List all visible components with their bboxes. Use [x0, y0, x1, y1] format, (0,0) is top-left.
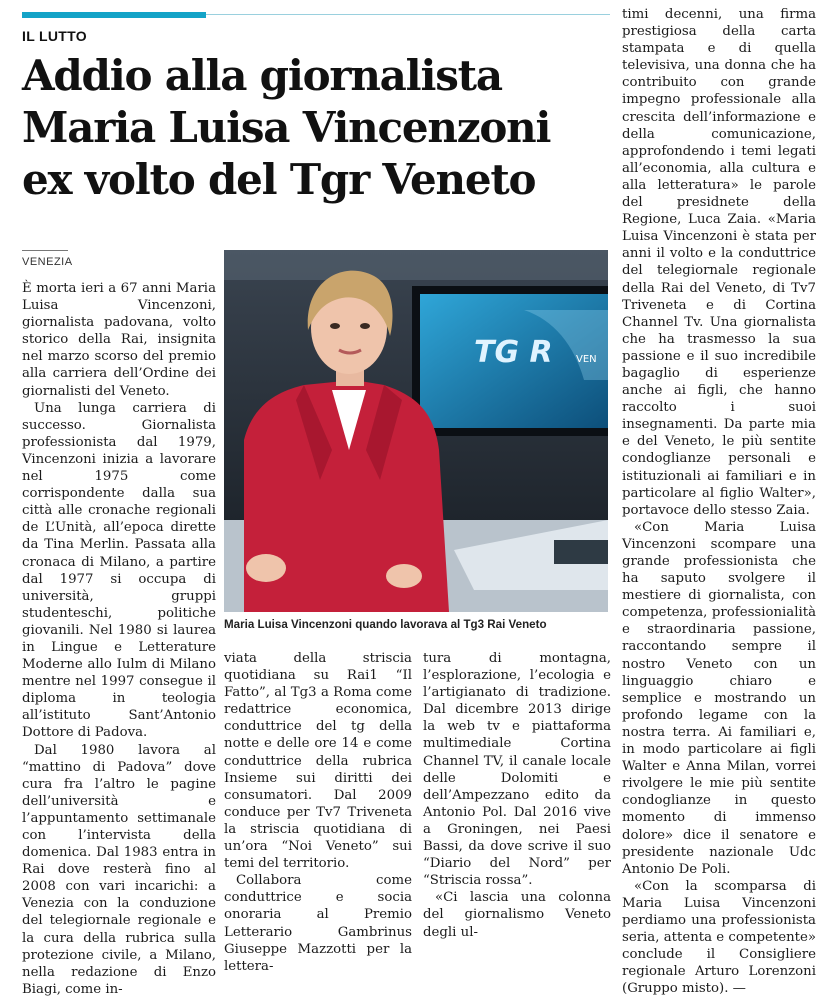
paragraph: «Con la scomparsa di Maria Luisa Vincenzoni perdiamo una professionista seria, attenta e competente» conclude il Consigliere regionale Arturo Lorenzoni (Gruppo misto). —: [622, 878, 816, 997]
screen-text: TG R: [474, 335, 553, 370]
article-photo: [224, 250, 608, 612]
paragraph: timi decenni, una firma prestigiosa della carta stampata e di quella televisiva, una donna che ha contribuito con grande impegno professionale alla crescita dell’informazione e della comunicazione, approfondendo i temi legati all’economia, alla cultura e alla letteratura» le parole del presidnete della Regione, Luca Zaia. «Maria Luisa Vincenzoni è stata per anni il volto e la conduttrice del telegiornale regionale della Rai del Veneto, di Tv7 Triveneta e di Cortina Channel Tv. Una giornalista che ha trasmesso la sua passione e il suo incredibile bagaglio di esperienze anche ai figli, che hanno raccolto i suoi insegnamenti. Da parte mia e del Veneto, le più sentite condoglianze personali e istituzionali ai familiari e in particolare al figlio Walter», portavoce dello stesso Zaia.: [622, 7, 816, 518]
paragraph: È morta ieri a 67 anni Maria Luisa Vincenzoni, giornalista padovana, volto storico della Rai, insignita nel marzo scorso del premio alla carriera dell’Ordine dei giornalisti del Veneto.: [22, 281, 216, 399]
headline-line: ex volto del Tgr Veneto: [22, 155, 536, 204]
news-anchor-image: [224, 250, 608, 612]
paragraph: «Ci lascia una colonna del giornalismo Veneto degli ul-: [423, 890, 611, 940]
section-kicker: IL LUTTO: [22, 28, 87, 44]
article-column-middle-2: [423, 650, 611, 941]
photo-caption: Maria Luisa Vincenzoni quando lavorava al Tg3 Rai Veneto: [224, 618, 547, 631]
headline-line: Maria Luisa Vincenzoni: [22, 103, 551, 152]
section-rule: [206, 14, 610, 15]
headline-line: Addio alla giornalista: [22, 51, 502, 100]
paragraph: viata della striscia quotidiana su Rai1 “Il Fatto”, al Tg3 a Roma come redattrice economica, conduttrice del tg della notte e delle ore 14 e come conduttrice della rubrica Insieme sui diritti dei consumatori. Dal 2009 conduce per Tv7 Triveneta la striscia quotidiana di un’ora “Noi Veneto” sui temi del territorio.: [224, 651, 412, 872]
article-column-right: [622, 6, 816, 997]
dateline-location: VENEZIA: [22, 256, 73, 268]
screen-text-small: VEN: [576, 354, 597, 365]
headline: [22, 50, 612, 206]
paragraph: Dal 1980 lavora al “mattino di Padova” dove cura fra l’altro le pagine dell’università e l’appuntamento settimanale con l’intervista della domenica. Dal 1983 entra in Rai dove resterà fino al 2008 con vari incarichi: a Venezia con la conduzione del telegiornale regionale e la cura della rubrica sulla protezione civile, a Milano, nella redazione di Enzo Biagi, come in-: [22, 742, 216, 997]
article-column-left: [22, 280, 216, 998]
paragraph: Una lunga carriera di successo. Giornalista professionista dal 1979, Vincenzoni inizia a lavorare nel 1975 come corrispondente dalla sua città alle cronache regionali de L’Unità, all’epoca dirette da Tina Merlin. Passata alla cronaca di Milano, a partire dal 1977 si occupa di università, gruppi studenteschi, politiche giovanili. Nel 1980 si laurea in Lingue e Letterature Moderne allo Iulm di Milano mentre nel 1997 consegue il diploma in teologia all’istituto Sant’Antonio Dottore di Padova.: [22, 400, 216, 741]
section-accent-bar: [22, 12, 206, 18]
paragraph: «Con Maria Luisa Vincenzoni scompare una grande professionista che ha saputo svolgere il mestiere di giornalista, con competenza, professionialità e straordinaria passione, raccontando sempre il nostro Veneto con un linguaggio chiaro e semplice e mostrando un profondo legame con la nostra terra. Ai familiari e, in modo particolare ai figli Walter e Anna Milan, vorrei rivolgere le mie più sentite condoglianze in questo momento di immenso dolore» dice il senatore e presidente nazionale Udc Antonio De Poli.: [622, 519, 816, 877]
location-rule: [22, 250, 68, 251]
paragraph: tura di montagna, l’esplorazione, l’ecologia e l’artigianato di tradizione. Dal dicembre 2013 dirige la web tv e piattaforma multimediale Cortina Channel TV, il canale locale delle Dolomiti e dell’Ampezzano edito da Antonio Pol. Dal 2016 vive a Groningen, nei Paesi Bassi, da dove scrive il suo “Diario del Nord” per “Striscia rossa”.: [423, 651, 611, 889]
article-column-middle-1: [224, 650, 412, 975]
paragraph: Collabora come conduttrice e socia onoraria al Premio Letterario Gambrinus Giuseppe Mazzotti per la lettera-: [224, 873, 412, 974]
